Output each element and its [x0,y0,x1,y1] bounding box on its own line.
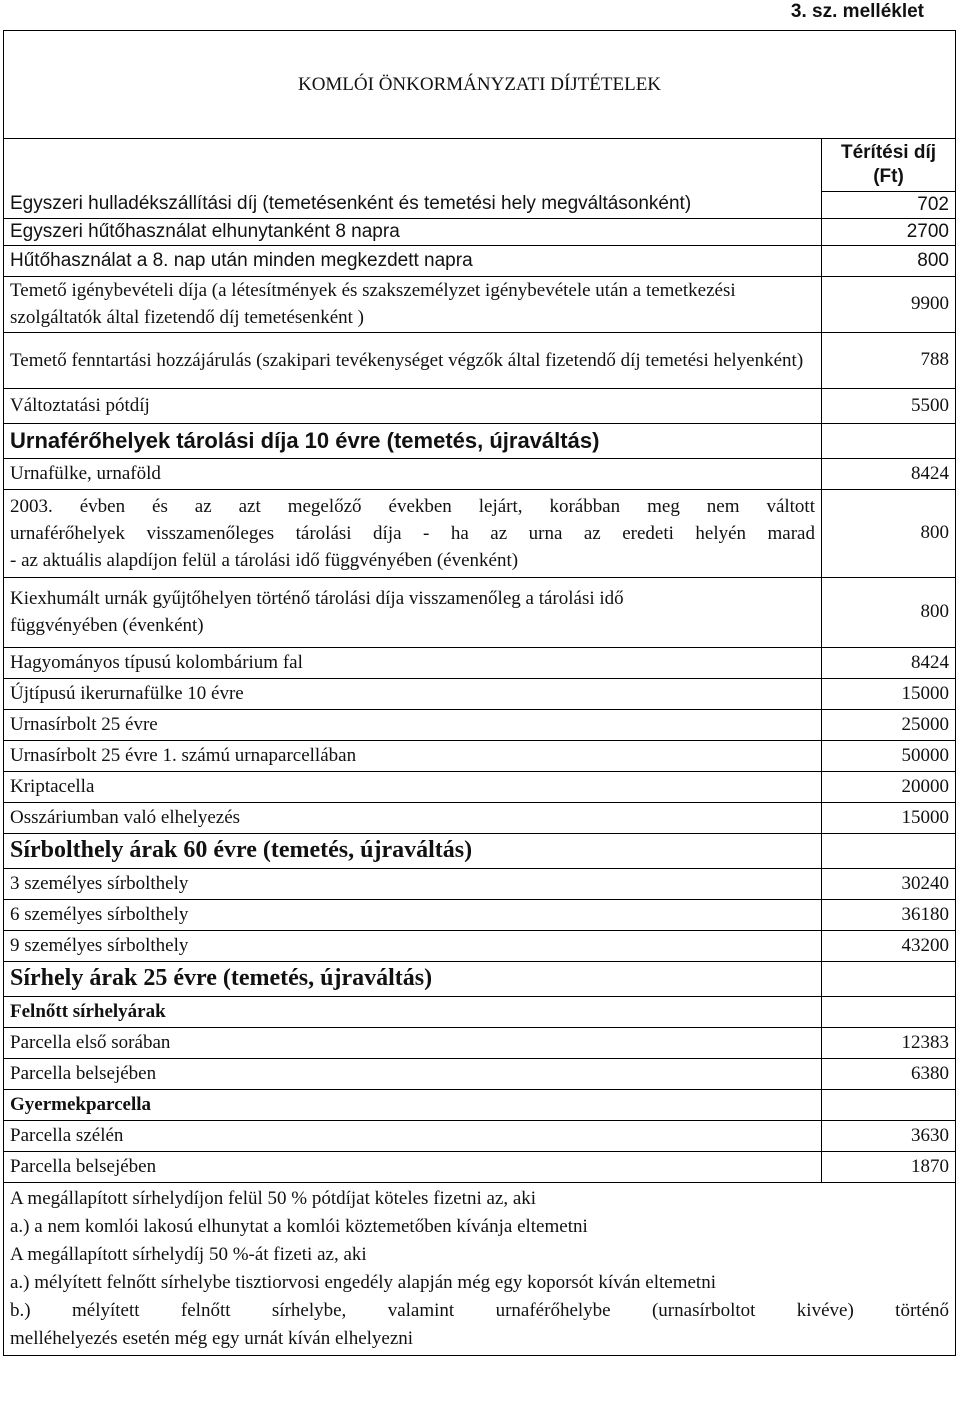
empty-cell [822,423,956,458]
table-row [4,332,956,388]
row-value: 8424 [822,458,956,489]
row-label: Temető igénybevételi díja (a létesítmények és szakszemélyzet igénybevétele után a temetkezési szolgáltatók által fizetendő díj temetésenként ) [4,276,822,332]
table-row [4,1120,956,1151]
row-label: 3 személyes sírbolthely [4,868,822,899]
row-label: Hűtőhasználat a 8. nap után minden megkezdett napra [4,245,822,276]
note-line: b.) mélyített felnőtt sírhelybe, valamint urnaférőhelybe (urnasírboltot kivéve) történő [10,1299,949,1321]
table-row [4,458,956,489]
subhead-row [4,996,956,1027]
note-line: melléhelyezés esetén még egy urnát kíván elhelyezni [10,1327,414,1349]
row-value: 43200 [822,930,956,961]
row-label: Parcella első sorában [4,1027,822,1058]
row-label-line: 2003. évben és az azt megelőző években lejárt, korábban meg nem váltott [10,495,815,517]
row-label: Hagyományos típusú kolombárium fal [4,647,822,678]
row-label-line: urnaférőhelyek visszamenőleges tárolási díja - ha az urna az eredeti helyén marad [10,522,815,544]
row-value: 15000 [822,678,956,709]
fee-header-line2: (Ft) [873,165,904,187]
section-row [4,423,956,458]
row-label: Urnasírbolt 25 évre 1. számú urnaparcellában [4,740,822,771]
row-label-line: Kiexhumált urnák gyűjtőhelyen történő tárolási díja visszamenőleg a tárolási idő [10,588,624,609]
row-value: 30240 [822,868,956,899]
subhead-child: Gyermekparcella [4,1089,822,1120]
row-label: Egyszeri hulladékszállítási díj (temetésenként és temetési hely megváltásonként) [4,191,822,218]
table-row [4,218,956,245]
row-value: 2700 [822,218,956,245]
row-label: Parcella belsejében [4,1151,822,1182]
row-label: 9 személyes sírbolthely [4,930,822,961]
table-row [4,577,956,647]
row-value: 5500 [822,388,956,423]
header-blank [4,139,822,192]
notes-row [4,1182,956,1355]
row-value: 12383 [822,1027,956,1058]
row-value: 788 [822,332,956,388]
table-row [4,709,956,740]
fee-column-header [822,139,956,192]
table-row [4,802,956,833]
row-value: 36180 [822,899,956,930]
table-row [4,899,956,930]
table-row [4,191,956,218]
empty-cell [822,1089,956,1120]
row-value: 20000 [822,771,956,802]
table-row [4,1027,956,1058]
row-value: 702 [822,191,956,218]
note-line: A megállapított sírhelydíj 50 %-át fizeti az, aki [10,1243,367,1265]
row-value: 800 [822,489,956,577]
empty-cell [822,996,956,1027]
section-title-urn: Urnaférőhelyek tárolási díja 10 évre (temetés, újraváltás) [4,423,822,458]
empty-cell [822,961,956,996]
row-value: 1870 [822,1151,956,1182]
table-row [4,388,956,423]
row-label: Parcella belsejében [4,1058,822,1089]
row-label: Újtípusú ikerurnafülke 10 évre [4,678,822,709]
page-title: KOMLÓI ÖNKORMÁNYZATI DÍJTÉTELEK [4,31,956,139]
subhead-adult: Felnőtt sírhelyárak [4,996,822,1027]
section-title-crypt: Sírbolthely árak 60 évre (temetés, újraváltás) [4,833,822,868]
row-label: Egyszeri hűtőhasználat elhunytanként 8 napra [4,218,822,245]
row-value: 15000 [822,802,956,833]
table-row [4,678,956,709]
section-title-grave: Sírhely árak 25 évre (temetés, újraváltás) [4,961,822,996]
section-row [4,833,956,868]
row-label: Kriptacella [4,771,822,802]
table-row [4,771,956,802]
row-label: Urnafülke, urnaföld [4,458,822,489]
note-line: A megállapított sírhelydíjon felül 50 % pótdíjat köteles fizetni az, aki [10,1187,537,1209]
table-row [4,489,956,577]
section-row [4,961,956,996]
title-row [4,31,956,139]
row-value: 9900 [822,276,956,332]
subhead-row [4,1089,956,1120]
header-row [4,139,956,192]
row-label: Parcella szélén [4,1120,822,1151]
fee-table [3,30,956,1356]
table-row [4,740,956,771]
note-line: a.) a nem komlói lakosú elhunytat a komlói köztemetőben kívánja eltemetni [10,1215,588,1237]
row-label [4,489,822,577]
notes-cell [4,1182,956,1355]
row-label-line: függvényében (évenként) [10,615,204,636]
note-line: a.) mélyített felnőtt sírhelybe tisztiorvosi engedély alapján még egy koporsót kíván eltemetni [10,1271,716,1293]
row-value: 50000 [822,740,956,771]
row-label: Osszáriumban való elhelyezés [4,802,822,833]
row-value: 3630 [822,1120,956,1151]
table-row [4,868,956,899]
table-row [4,1058,956,1089]
empty-cell [822,833,956,868]
row-value: 800 [822,245,956,276]
fee-header-line1: Térítési díj [840,141,937,163]
row-label: Urnasírbolt 25 évre [4,709,822,740]
row-label: Változtatási pótdíj [4,388,822,423]
row-label: 6 személyes sírbolthely [4,899,822,930]
row-value: 8424 [822,647,956,678]
annex-label: 3. sz. melléklet [790,1,924,22]
row-value: 800 [822,577,956,647]
row-label [4,577,822,647]
table-row [4,930,956,961]
table-row [4,276,956,332]
table-row [4,245,956,276]
table-row [4,1151,956,1182]
row-label: Temető fenntartási hozzájárulás (szakipari tevékenységet végzők által fizetendő díj temetési helyenként) [4,332,822,388]
row-value: 25000 [822,709,956,740]
table-row [4,647,956,678]
row-value: 6380 [822,1058,956,1089]
row-label-line: - az aktuális alapdíjon felül a tárolási idő függvényében (évenként) [10,549,519,571]
